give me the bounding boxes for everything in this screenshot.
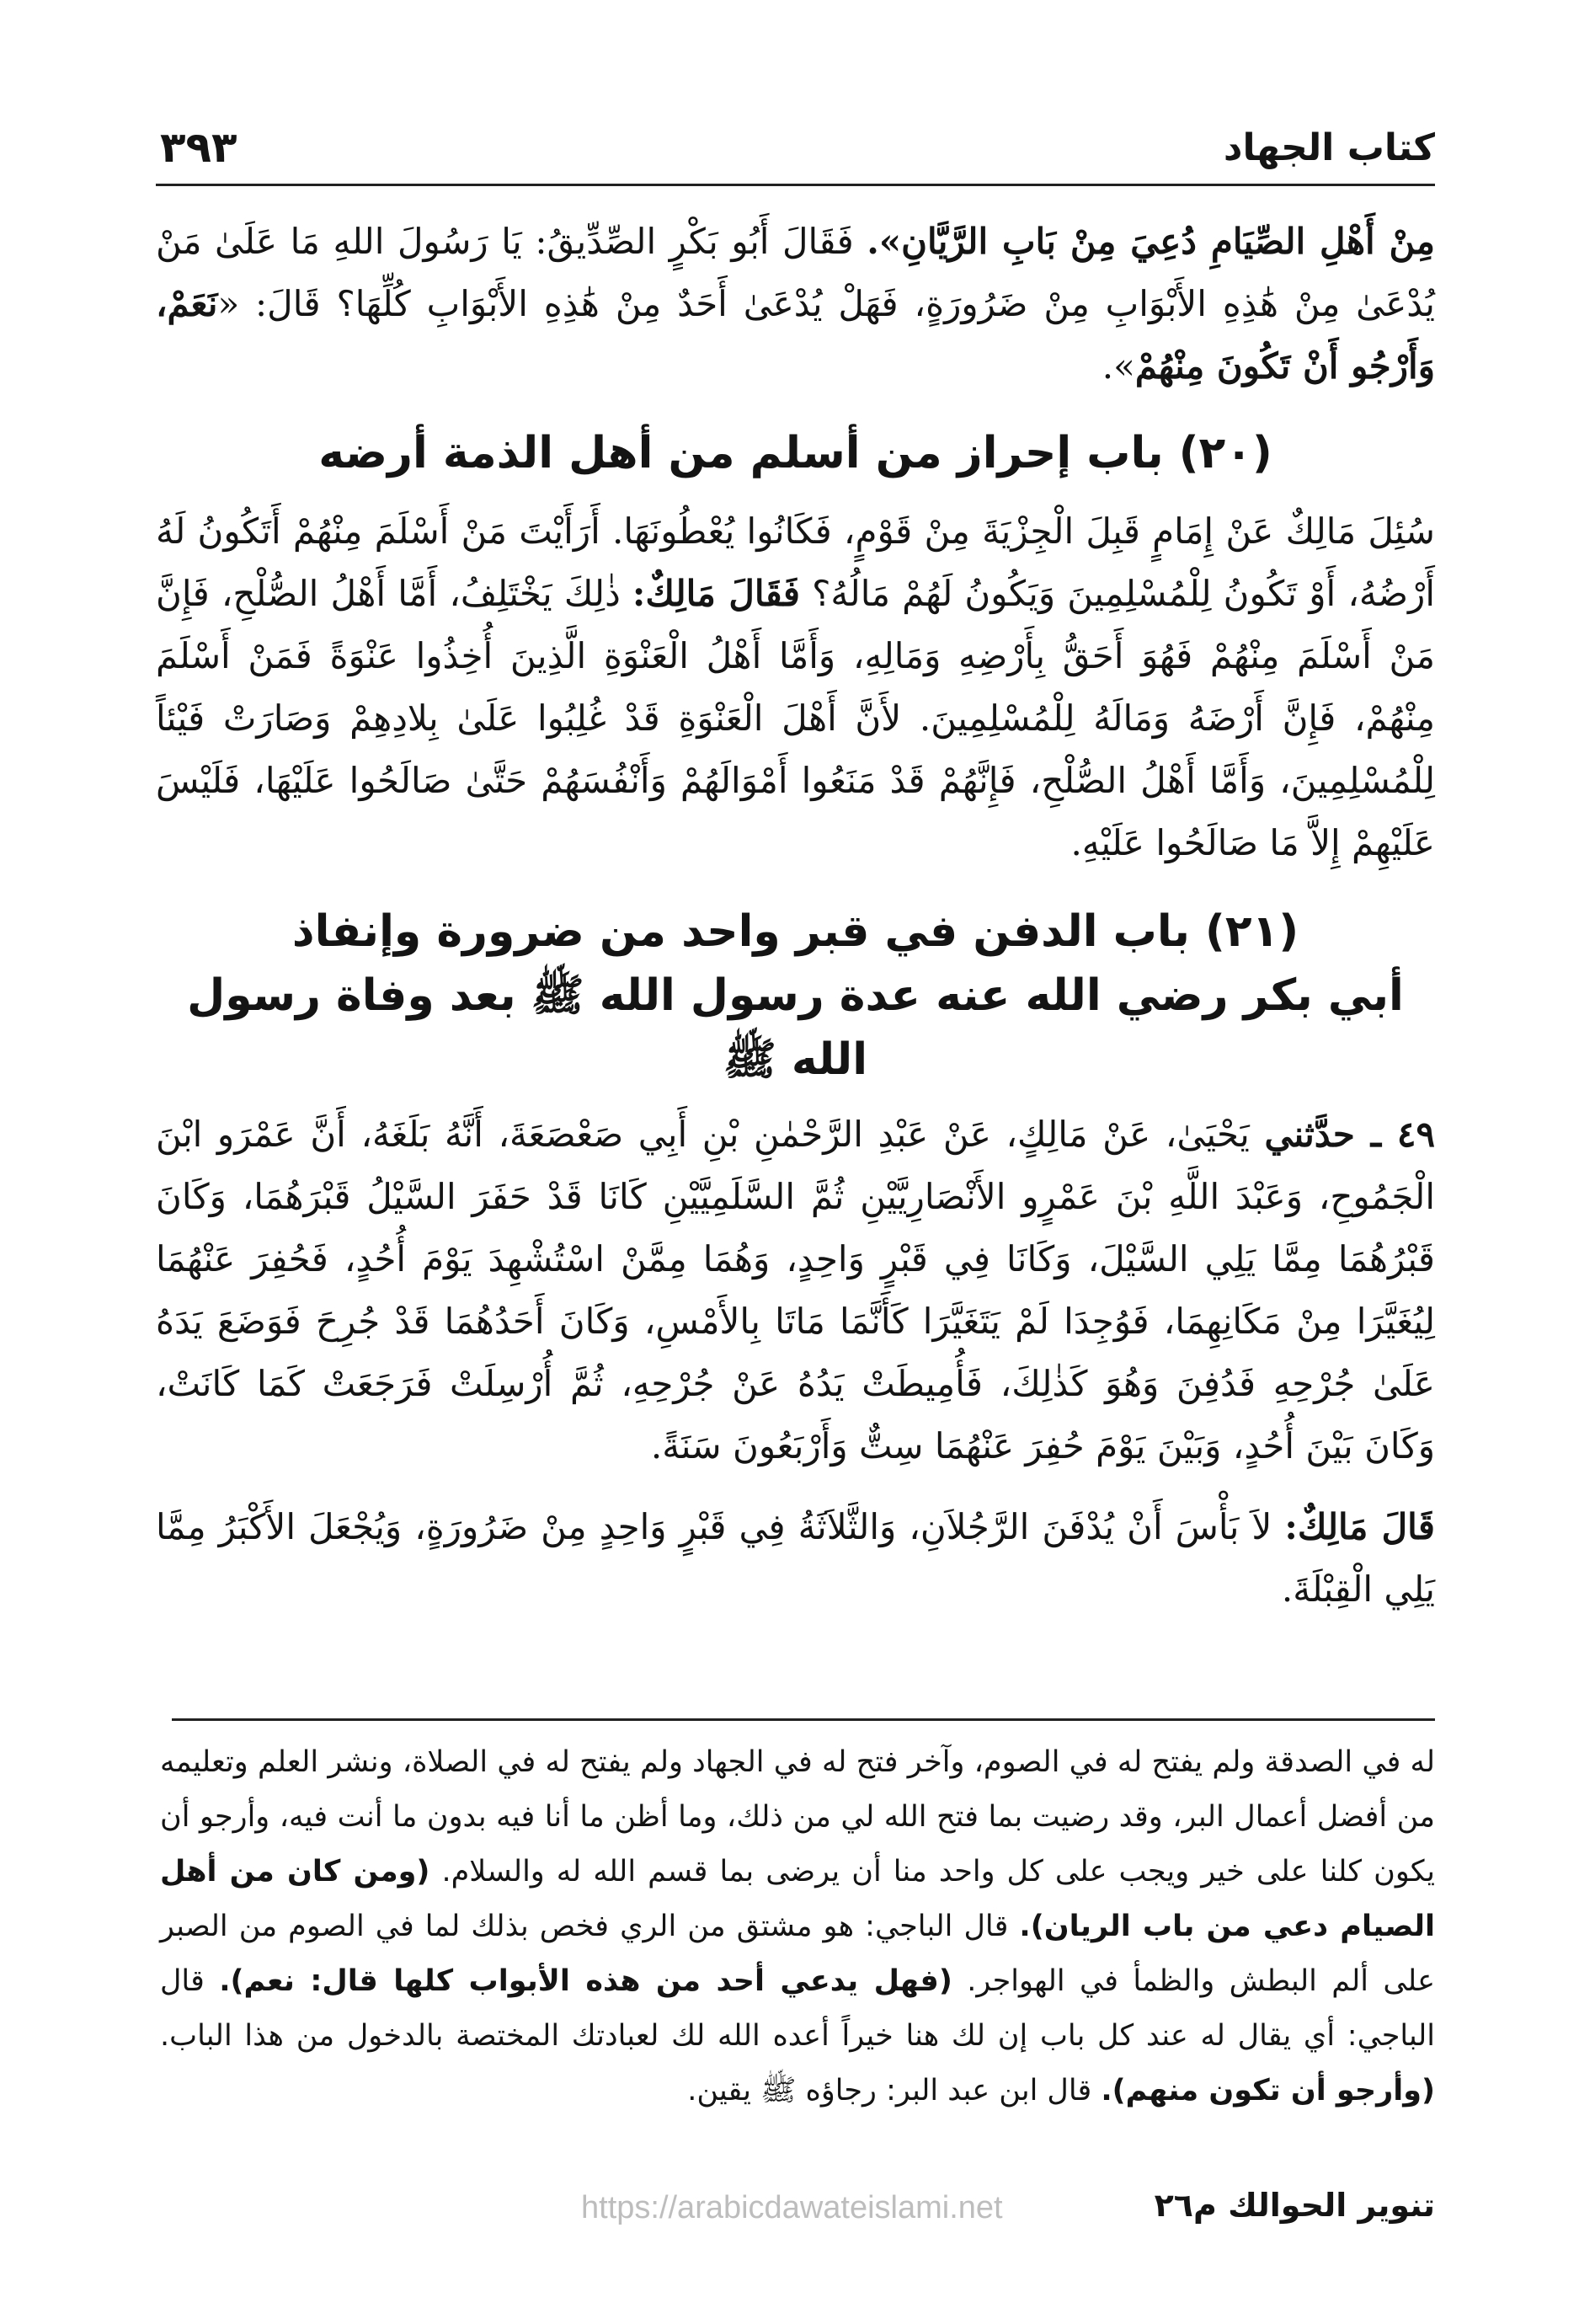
hadith-text: يَحْيَىٰ، عَنْ مَالِكٍ، عَنْ عَبْدِ الرَّحْمٰنِ بْنِ أَبِي صَعْصَعَةَ، أَنَّهُ بَلَغَهُ، أَنَّ عَمْرَو ابْنَ الْجَمُوحِ، وَعَبْدَ اللَّهِ بْنَ عَمْرٍو الأَنْصَارِيَّيْنِ ثُمَّ السَّلَمِيَّيْنِ كَانَا قَدْ حَفَرَ السَّيْلُ قَبْرَهُمَا، وَكَانَ قَبْرُهُمَا مِمَّا يَلِي السَّيْلَ، وَكَانَا فِي قَبْرٍ وَاحِدٍ، وَهُمَا مِمَّنْ اسْتُشْهِدَ يَوْمَ أُحُدٍ، فَحُفِرَ عَنْهُمَا لِيُغَيَّرَا مِنْ مَكَانِهِمَا، فَوُجِدَا لَمْ يَتَغَيَّرَا كَأَنَّمَا مَاتَا بِالأَمْسِ، وَكَانَ أَحَدُهُمَا قَدْ جُرِحَ فَوَضَعَ يَدَهُ عَلَىٰ جُرْحِهِ فَدُفِنَ وَهُوَ كَذٰلِكَ، فَأُمِيطَتْ يَدُهُ عَنْ جُرْحِهِ، ثُمَّ أُرْسِلَتْ فَرَجَعَتْ كَمَا كَانَتْ، وَكَانَ بَيْنَ أُحُدٍ، وَبَيْنَ يَوْمَ حُفِرَ عَنْهُمَا سِتٌّ وَأَرْبَعُونَ سَنَةً. — [156, 1114, 1435, 1467]
chapter-20-heading: (٢٠) باب إحراز من أسلم من أهل الذمة أرضه — [318, 428, 1272, 478]
hadith-49-paragraph — [156, 1103, 1435, 1477]
chapter-20-answer: ذٰلِكَ يَخْتَلِفُ، أَمَّا أَهْلُ الصُّلْحِ، فَإِنَّ مَنْ أَسْلَمَ مِنْهُمْ فَهُوَ أَحَقُّ بِأَرْضِهِ وَمَالِهِ، وَأَمَّا أَهْلُ الْعَنْوَةِ الَّذِينَ أُخِذُوا عَنْوَةً فَمَنْ أَسْلَمَ مِنْهُمْ، فَإِنَّ أَرْضَهُ وَمَالَهُ لِلْمُسْلِمِينَ. لأَنَّ أَهْلَ الْعَنْوَةِ قَدْ غُلِبُوا عَلَىٰ بِلادِهِمْ وَصَارَتْ فَيْئاً لِلْمُسْلِمِينَ، وَأَمَّا أَهْلُ الصُّلْحِ، فَإِنَّهُمْ قَدْ مَنَعُوا أَمْوَالَهُمْ وَأَنْفُسَهُمْ حَتَّىٰ صَالَحُوا عَلَيْهَا، فَلَيْسَ عَلَيْهِمْ إِلاَّ مَا صَالَحُوا عَلَيْهِ. — [156, 573, 1435, 863]
chapter-20-heading-block — [156, 421, 1435, 485]
intro-paragraph — [156, 211, 1435, 398]
chapter-20-paragraph — [156, 500, 1435, 874]
chapter-20-malik-label: فَقَالَ مَالِكٌ: — [632, 573, 800, 614]
signature-mark: تنوير الحوالك م٢٦ — [1154, 2187, 1435, 2224]
footnote-bold-1: (ومن كان من أهل الصيام دعي من باب الريان). — [160, 1855, 1435, 1943]
footnote-bold-2: (فهل يدعي أحد من هذه الأبواب كلها قال: نعم). — [219, 1964, 952, 1998]
chapter-21-heading-line1: (٢١) باب الدفن في قبر واحد من ضرورة وإنفاذ — [291, 906, 1299, 957]
footnote-text-3: قال الباجي: أي يقال له عند كل باب إن لك هنا خيراً أعده الله لك لعبادتك المختصة بالدخول من هذا الباب. — [160, 1964, 1435, 2053]
header-divider — [156, 184, 1435, 186]
malik-ruling-text: لاَ بَأْسَ أَنْ يُدْفَنَ الرَّجُلاَنِ، وَالثَّلاَثَةُ فِي قَبْرٍ وَاحِدٍ مِنْ ضَرُورَةٍ، وَيُجْعَلَ الأَكْبَرُ مِمَّا يَلِي الْقِبْلَةَ. — [156, 1506, 1435, 1610]
main-text — [156, 211, 1435, 1621]
chapter-21-heading-block — [156, 900, 1435, 1092]
footnote-bold-3: (وأرجو أن تكون منهم). — [1101, 2074, 1435, 2108]
intro-bold-answer: نَعَمْ، وَأَرْجُو أَنْ تَكُونَ مِنْهُمْ — [156, 283, 1435, 387]
chapter-20-question: سُئِلَ مَالِكٌ عَنْ إِمَامٍ قَبِلَ الْجِزْيَةَ مِنْ قَوْمٍ، فَكَانُوا يُعْطُونَهَا. أَرَأَيْتَ مَنْ أَسْلَمَ مِنْهُمْ أَتَكُونُ لَهُ أَرْضُهُ، أَوْ تَكُونُ لِلْمُسْلِمِينَ وَيَكُونُ لَهُمْ مَالُهُ؟ — [156, 510, 1436, 614]
footnote-divider — [172, 1718, 1435, 1721]
intro-closing: ». — [1102, 345, 1135, 387]
page-number: ٣٩٣ — [160, 123, 237, 172]
intro-text: فَقَالَ أَبُو بَكْرٍ الصِّدِّيقُ: يَا رَسُولَ اللهِ مَا عَلَىٰ مَنْ يُدْعَىٰ مِنْ هَٰذِهِ الأَبْوَابِ مِنْ ضَرُورَةٍ، فَهَلْ يُدْعَىٰ أَحَدٌ مِنْ هَٰذِهِ الأَبْوَابِ كُلِّهَا؟ قَالَ: « — [156, 221, 1435, 324]
hadith-number: ٤٩ ـ حدَّثني — [1264, 1114, 1436, 1155]
watermark-url: https://arabicdawateislami.net — [581, 2190, 1003, 2225]
intro-bold-quote: مِنْ أَهْلِ الصِّيَامِ دُعِيَ مِنْ بَابِ الرَّيَّانِ». — [867, 221, 1436, 262]
chapter-21-heading-line2: أبي بكر رضي الله عنه عدة رسول الله ﷺ بعد وفاة رسول الله ﷺ — [187, 970, 1404, 1085]
malik-ruling-paragraph — [156, 1496, 1435, 1621]
footnote-text-1: له في الصدقة ولم يفتح له في الصوم، وآخر فتح له في الجهاد ولم يفتح له في الصلاة، ونشر العلم وتعليمه من أفضل أعمال البر، وقد رضيت بما فتح الله لي من ذلك، وما أظن ما أنا فيه بدون ما أنت فيه، وأرجو أن يكون كلنا على خير ويجب على كل واحد منا أن يرضى بما قسم الله له والسلام. — [160, 1745, 1435, 1889]
footnote-paragraph — [160, 1735, 1435, 2118]
footnotes — [160, 1735, 1435, 2118]
footnote-text-2: قال الباجي: هو مشتق من الري فخص بذلك لما في الصوم من الصبر على ألم البطش والظمأ في الهواجر. — [160, 1910, 1436, 1998]
book-title: كتاب الجهاد — [1223, 126, 1435, 169]
footnote-text-4: قال ابن عبد البر: رجاؤه ﷺ يقين. — [687, 2074, 1102, 2108]
page-header — [160, 118, 1435, 185]
malik-ruling-label: قَالَ مَالِكٌ: — [1284, 1506, 1435, 1547]
